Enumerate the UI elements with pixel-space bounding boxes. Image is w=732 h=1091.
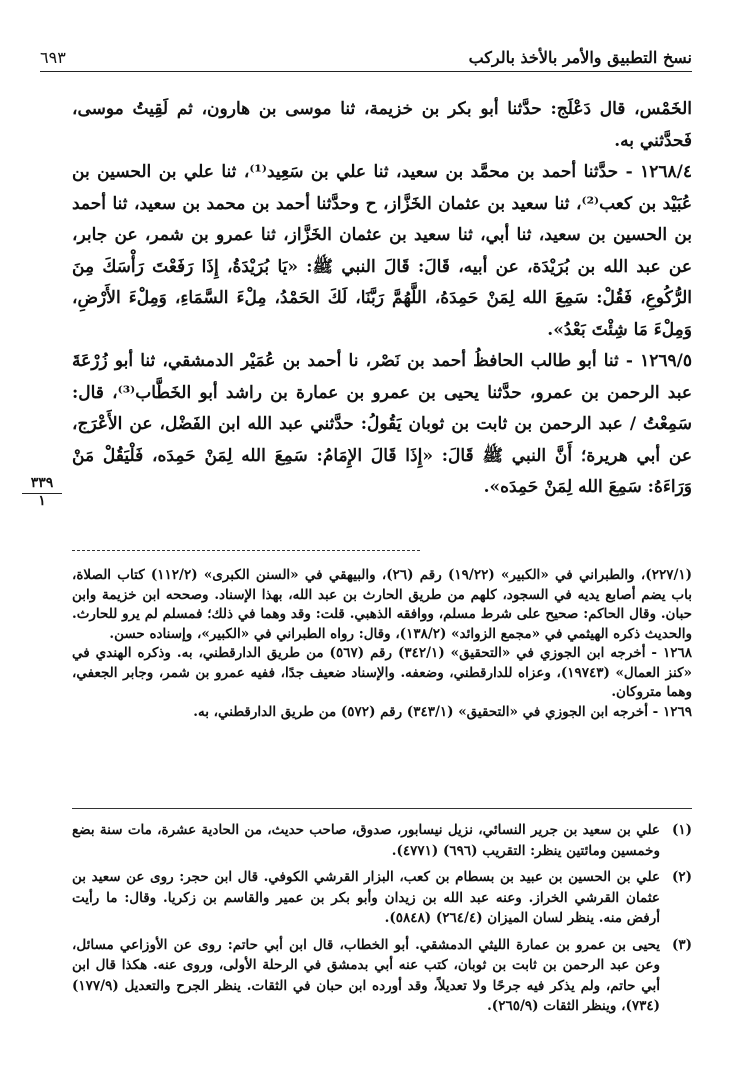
footnote-number: (٢) [671, 869, 692, 885]
footnote [72, 820, 692, 861]
footnote-number: (٣) [671, 936, 692, 953]
footnote-number: (١) [671, 822, 692, 838]
footnotes [72, 820, 692, 1023]
folio-side: ١ [38, 493, 46, 509]
takhrij-continuation: (٢٢٧/١)، والطبراني في «الكبير» (١٩/٢٢) رقم (٢٦)، والبيهقي في «السنن الكبرى» (١١٢/٢) كتاب الصلاة، باب يضم أصابع يديه في السجود، كلهم من طريق الحارث بن عبد الله، بهذا الإسناد. وصححه ابن خزيمة وابن حبان. وقال الحاكم: صحيح على شرط مسلم، ووافقه الذهبي. قلت: وقد وهما في ذلك؛ فمسلم لم يرو للحارث. والحديث ذكره الهيثمي في «مجمع الزوائد» (١٣٨/٢)، وقال: رواه الطبراني في «الكبير»، وإسناده حسن. [72, 567, 693, 642]
takhrij-section [72, 566, 692, 722]
footnote [72, 935, 692, 1017]
footnote-text: يحيى بن عمرو بن عمارة الليثي الدمشقي. أبو الخطاب، قال ابن أبي حاتم: روى عن الأوزاعي مسائل، وعن عبد الرحمن بن ثابت بن ثوبان، كتب عنه أبي بدمشق في الرحلة الأولى، وروى عنه. هكذا قال ابن أبي حاتم، ولم يذكر فيه جرحًا ولا تعديلاً، وقد أورده ابن حبان في الثقات. ينظر الجرح والتعديل (١٧٧/٩) (٧٣٤)، وينظر الثقات (٢٦٥/٩). [72, 936, 660, 1014]
dashed-separator [72, 550, 420, 551]
paragraph-continuation: الخَمْس، قال دَعْلَج: حدَّثنا أبو بكر بن خزيمة، ثنا موسى بن هارون، ثم لَقِيتُ موسى، فَحدَّثني به. [72, 99, 692, 151]
page-number: ٦٩٣ [40, 48, 66, 67]
footnote-separator [72, 808, 692, 809]
running-header [40, 42, 692, 72]
running-title: نسخ التطبيق والأمر بالأخذ بالركب [468, 48, 692, 67]
hadith-1268: ١٢٦٨/٤ - حدَّثنا أحمد بن محمَّد بن سعيد، ثنا علي بن سَعِيد⁽¹⁾، ثنا علي بن الحسين بن عُبَيْد بن كعب⁽²⁾، ثنا سعيد بن عثمان الخَزَّاز، ح وحدَّثنا أحمد بن محمد بن سعيد، ثنا أحمد بن الحسين بن سعيد، ثنا أبي، ثنا سعيد بن عثمان الخَزَّاز، ثنا عمرو بن شمر، عن جابر، عن عبد الله بن بُرَيْدَة، عن أبيه، قَالَ: قَالَ النبي ﷺ: «يَا بُرَيْدَةُ، إِذَا رَفَعْتَ رَأْسَكَ مِنَ الرُّكُوعِ، فَقُلْ: سَمِعَ الله لِمَنْ حَمِدَهُ، اللَّهُمَّ رَبَّنَا، لَكَ الحَمْدُ، مِلْءَ السَّمَاءِ، وَمِلْءَ الأَرْضِ، وَمِلْءَ مَا شِئْتَ بَعْدُ». [72, 162, 692, 340]
footnote [72, 867, 692, 929]
takhrij-1269: ١٢٦٩ - أخرجه ابن الجوزي في «التحقيق» (٣٤٣/١) رقم (٥٧٢) من طريق الدارقطني، به. [193, 703, 692, 720]
hadith-1269: ١٢٦٩/٥ - ثنا أبو طالب الحافظُ أحمد بن نَصْر، نا أحمد بن عُمَيْر الدمشقي، ثنا أبو زُرْعَةَ عبد الرحمن بن عمرو، حدَّثنا يحيى بن عمرو بن عمارة بن راشد أبو الخَطَّاب⁽³⁾، قال: سَمِعْتُ / عبد الرحمن بن ثابت بن ثوبان يَقُولُ: حدَّثني عبد الله ابن الفَضْل، عن الأَعْرَج، عن أبي هريرة؛ أَنَّ النبي ﷺ قَالَ: «إِذَا قَالَ الإِمَامُ: سَمِعَ الله لِمَنْ حَمِدَه، فَلْيَقُلْ مَنْ وَرَاءَهُ: سَمِعَ الله لِمَنْ حَمِدَه». [72, 351, 692, 497]
main-text [72, 94, 692, 504]
footnote-text: علي بن سعيد بن جرير النسائي، نزيل نيسابور، صدوق، صاحب حديث، من الحادية عشرة، مات سنة بضع وخمسين ومائتين ينظر: التقريب (٦٩٦) (٤٧٧١). [72, 822, 660, 859]
folio-number: ٣٣٩ [22, 476, 62, 494]
manuscript-folio-marker [22, 476, 62, 509]
takhrij-1268: ١٢٦٨ - أخرجه ابن الجوزي في «التحقيق» (٣٤٢/١) رقم (٥٦٧) من طريق الدارقطني، به. وذكره الهندي في «كنز العمال» (١٩٧٤٣)، وعزاه للدارقطني، وضعفه. والإسناد ضعيف جدًا، ففيه عمرو بن شمر، وجابر الجعفي، وهما متروكان. [72, 645, 692, 700]
footnote-text: علي بن الحسين بن عبيد بن بسطام بن كعب، البزار القرشي الكوفي. قال ابن حجر: روى عن سعيد بن عثمان القرشي الخراز. وعنه عبد الله بن زيدان وأبو بكر بن عمير والقاسم بن زكريا. وقال: ما رأيت أرفض منه. ينظر لسان الميزان (٢٦٤/٤) (٥٨٤٨). [72, 869, 660, 926]
